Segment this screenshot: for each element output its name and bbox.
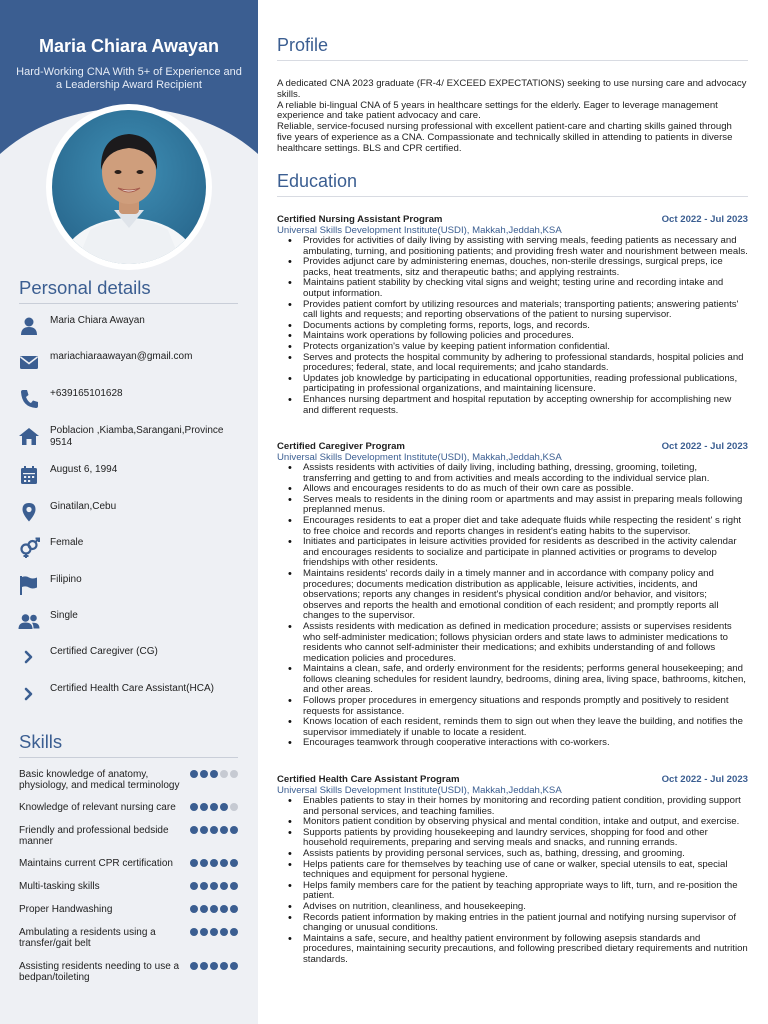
profile-paragraph: Reliable, service-focused nursing professional with excellent patient-care and charting skills gained through five years of experience as a CNA. Compassionate and technically skilled in attending to patients in diverse healthcare settings. BLS and CPR certified.	[277, 121, 733, 154]
rating-dot-filled	[220, 859, 228, 867]
rating-dot-filled	[210, 962, 218, 970]
personal-details-heading: Personal details	[19, 277, 151, 298]
personal-gender-row	[0, 537, 258, 573]
certification-label: Certified Caregiver (CG)	[50, 646, 158, 657]
duty-item: • Helps family members care for the patient by teaching appropriate ways to lift, turn, and re-position the patient.	[277, 881, 748, 902]
education-entry	[277, 214, 748, 416]
candidate-name: Maria Chiara Awayan	[38, 36, 220, 56]
rating-dot-empty	[230, 803, 238, 811]
divider	[277, 60, 748, 61]
profile-summary	[277, 79, 748, 155]
skill-rating	[190, 905, 238, 913]
rating-dot-filled	[220, 826, 228, 834]
duty-item: • Maintains a safe, secure, and healthy patient environment by following asepsis standards and procedures, maintaining security precautions, and following prescribed dietary requirements and nutrition standards.	[277, 934, 748, 966]
rating-dot-filled	[200, 905, 208, 913]
skill-label: Friendly and professional bedside manner	[19, 825, 169, 847]
skill-label: Assisting residents needing to use a bedpan/toileting	[19, 961, 180, 983]
duties-list	[277, 463, 748, 749]
rating-dot-filled	[190, 928, 198, 936]
education-entry	[277, 774, 748, 966]
rating-dot-filled	[210, 803, 218, 811]
duty-item: • Serves and protects the hospital community by adhering to professional standards, hospital policies and procedures; federal, state, and local requirements; and jcaho standards.	[277, 353, 748, 374]
duty-item: • Maintains patient stability by checking vital signs and weight; testing urine and recording intake and output information.	[277, 278, 748, 299]
rating-dot-filled	[220, 882, 228, 890]
duty-item: • Allows and encourages residents to do as much of their own care as possible.	[277, 484, 748, 495]
rating-dot-filled	[220, 905, 228, 913]
duty-item: • Updates job knowledge by participating in educational opportunities, reading professional publications, participating in professional organizations, and maintaining licensure.	[277, 374, 748, 395]
program-dates: Oct 2022 - Jul 2023	[661, 214, 748, 225]
person-icon	[18, 315, 40, 337]
rating-dot-filled	[190, 803, 198, 811]
education-entry	[277, 441, 748, 749]
personal-name-row	[0, 315, 258, 351]
rating-dot-filled	[200, 928, 208, 936]
program-title: Certified Caregiver Program	[277, 441, 405, 452]
rating-dot-filled	[200, 803, 208, 811]
skill-label: Ambulating a residents using a transfer/gait belt	[19, 927, 156, 949]
flag-icon	[18, 574, 40, 596]
rating-dot-filled	[190, 882, 198, 890]
personal-email[interactable]: mariachiaraawayan@gmail.com	[50, 351, 193, 362]
duties-list	[277, 796, 748, 966]
profile-paragraph: A reliable bi-lingual CNA of 5 years in healthcare settings for the elderly. Eager to leverage management experience and take patient advocacy and care.	[277, 99, 718, 122]
rating-dot-filled	[220, 928, 228, 936]
rating-dot-filled	[200, 882, 208, 890]
rating-dot-filled	[220, 962, 228, 970]
duty-item: • Initiates and participates in leisure activities provided for residents as described in the activity calendar and encourages residents to socialize and participate in planned activities or programs to develop friendships with other residents.	[277, 537, 748, 569]
personal-phone[interactable]: +639165101628	[50, 388, 123, 399]
duty-item: • Supports patients by providing housekeeping and laundry services, shopping for food and other household requirements, preparing and serving meals and snacks, and running errands.	[277, 828, 748, 849]
profile-photo	[52, 110, 206, 264]
rating-dot-filled	[230, 859, 238, 867]
duty-item: • Monitors patient condition by observing physical and mental condition, intake and output, and exercise.	[277, 817, 748, 828]
personal-gender: Female	[50, 537, 84, 548]
rating-dot-filled	[200, 859, 208, 867]
personal-address: Poblacion ,Kiamba,Sarangani,Province 9514	[50, 425, 224, 448]
personal-birthdate: August 6, 1994	[50, 464, 118, 475]
people-icon	[18, 610, 40, 632]
candidate-tagline: Hard-Working CNA With 5+ of Experience and a Leadership Award Recipient	[16, 66, 242, 91]
personal-nationality: Filipino	[50, 574, 82, 585]
certification-row	[0, 646, 258, 682]
institution-name: Universal Skills Development Institute(USDI), Makkah,Jeddah,KSA	[277, 225, 562, 236]
rating-dot-filled	[190, 859, 198, 867]
gender-icon	[18, 537, 40, 559]
rating-dot-filled	[210, 859, 218, 867]
duty-item: • Helps patients care for themselves by teaching use of cane or walker, special utensils to eat, special techniques and equipment for personal hygiene.	[277, 860, 748, 881]
personal-civil-status-row	[0, 610, 258, 646]
duty-item: • Provides adjunct care by administering enemas, douches, non-sterile dressings, surgical preps, ice packs, heat treatments, sitz and therapeutic baths; and applying restraints.	[277, 257, 748, 278]
rating-dot-filled	[210, 928, 218, 936]
skill-rating	[190, 882, 238, 890]
skill-rating	[190, 859, 238, 867]
rating-dot-filled	[200, 770, 208, 778]
duty-item: • Encourages teamwork through cooperative interactions with co-workers.	[277, 738, 748, 749]
mail-icon	[18, 351, 40, 373]
duty-item: • Provides for activities of daily living by assisting with serving meals, feeding patients as necessary and ambulating, turning, and positioning patients; and providing fresh water and nourishment between meals.	[277, 236, 748, 257]
duty-item: • Protects organization's value by keeping patient information confidential.	[277, 342, 748, 353]
duty-item: • Records patient information by making entries in the patient journal and notifying nursing supervisor of changing or unusual conditions.	[277, 913, 748, 934]
sidebar	[0, 0, 258, 1024]
divider	[19, 757, 238, 758]
calendar-icon	[18, 464, 40, 486]
rating-dot-filled	[190, 826, 198, 834]
personal-civil-status: Single	[50, 610, 78, 621]
personal-phone-row[interactable]	[0, 388, 258, 424]
skill-rating	[190, 803, 238, 811]
duty-item: • Enables patients to stay in their homes by monitoring and recording patient condition, providing support and personal services, and teaching families.	[277, 796, 748, 817]
skill-rating	[190, 826, 238, 834]
skill-label: Multi-tasking skills	[19, 881, 100, 892]
duty-item: • Encourages residents to eat a proper diet and take adequate fluids while respecting the resident' s right to free choice and records and reports changes in resident's eating habits to the supervisor.	[277, 516, 748, 537]
divider	[277, 196, 748, 197]
duty-item: • Advises on nutrition, cleanliness, and housekeeping.	[277, 902, 748, 913]
program-dates: Oct 2022 - Jul 2023	[661, 441, 748, 452]
rating-dot-filled	[230, 928, 238, 936]
rating-dot-filled	[190, 962, 198, 970]
home-icon	[18, 425, 40, 447]
institution-name: Universal Skills Development Institute(USDI), Makkah,Jeddah,KSA	[277, 452, 562, 463]
profile-paragraph: A dedicated CNA 2023 graduate (FR-4/ EXCEED EXPECTATIONS) seeking to use nursing care and advocacy skills.	[277, 78, 747, 100]
duty-item: • Documents actions by completing forms, reports, logs, and records.	[277, 321, 748, 332]
duty-item: • Assists patients by providing personal services, such as, bathing, dressing, and grooming.	[277, 849, 748, 860]
rating-dot-filled	[210, 905, 218, 913]
rating-dot-filled	[230, 826, 238, 834]
location-pin-icon	[18, 501, 40, 523]
personal-birthplace-row	[0, 501, 258, 537]
duty-item: • Provides patient comfort by utilizing resources and materials; transporting patients; answering patients' call lights and requests; and reporting observations of the patient to nursing supervisor.	[277, 300, 748, 321]
personal-address-row	[0, 425, 258, 461]
rating-dot-filled	[230, 882, 238, 890]
rating-dot-filled	[200, 962, 208, 970]
certification-row	[0, 683, 258, 719]
personal-name: Maria Chiara Awayan	[50, 315, 145, 326]
divider	[19, 303, 238, 304]
rating-dot-filled	[200, 826, 208, 834]
skill-label: Basic knowledge of anatomy, physiology, and medical terminology	[19, 769, 180, 791]
rating-dot-filled	[220, 803, 228, 811]
duties-list	[277, 236, 748, 416]
skill-label: Proper Handwashing	[19, 904, 113, 915]
program-title: Certified Health Care Assistant Program	[277, 774, 460, 785]
duty-item: • Enhances nursing department and hospital reputation by accepting ownership for accomplishing new and different requests.	[277, 395, 748, 416]
rating-dot-filled	[190, 905, 198, 913]
skill-label: Maintains current CPR certification	[19, 858, 173, 869]
rating-dot-empty	[220, 770, 228, 778]
personal-email-row[interactable]	[0, 351, 258, 387]
education-heading: Education	[277, 171, 358, 191]
skill-rating	[190, 962, 238, 970]
rating-dot-filled	[210, 826, 218, 834]
rating-dot-filled	[190, 770, 198, 778]
skill-label: Knowledge of relevant nursing care	[19, 802, 176, 813]
personal-birthplace: Ginatilan,Cebu	[50, 501, 117, 512]
duty-item: • Maintains work operations by following policies and procedures.	[277, 331, 748, 342]
institution-name: Universal Skills Development Institute(USDI), Makkah,Jeddah,KSA	[277, 785, 562, 796]
certification-label: Certified Health Care Assistant(HCA)	[50, 683, 214, 694]
program-dates: Oct 2022 - Jul 2023	[661, 774, 748, 785]
rating-dot-filled	[210, 770, 218, 778]
duty-item: • Assists residents with medication as defined in medication procedure; assists or supervises residents who self-administer medication; follows physician orders and state laws to administer medications to residents who cannot self-administer their medications; and exhibits understanding of and follows medication policies and procedures.	[277, 622, 748, 664]
profile-heading: Profile	[277, 35, 329, 55]
skill-rating	[190, 770, 238, 778]
rating-dot-filled	[230, 905, 238, 913]
chevron-right-icon	[18, 646, 40, 668]
duty-item: • Serves meals to residents in the dining room or apartments and may assist in preparing meals following preplanned menus.	[277, 495, 748, 516]
rating-dot-filled	[210, 882, 218, 890]
rating-dot-filled	[230, 962, 238, 970]
phone-icon	[18, 388, 40, 410]
personal-birthdate-row	[0, 464, 258, 500]
personal-nationality-row	[0, 574, 258, 610]
skills-heading: Skills	[19, 731, 63, 752]
skill-rating	[190, 928, 238, 936]
program-title: Certified Nursing Assistant Program	[277, 214, 443, 225]
duty-item: • Maintains residents' records daily in a timely manner and in accordance with company policy and procedures; documents medication distribution as applicable, leisure activities, incidents, and observations; reports any changes in resident's physical condition and/or behavior, and visitors; observes and reports the health and emotional condition of each resident; and promptly reports all changes to the supervisor.	[277, 569, 748, 622]
chevron-right-icon	[18, 683, 40, 705]
duty-item: • Follows proper procedures in emergency situations and responds promptly and positively to resident requests for assistance.	[277, 696, 748, 717]
rating-dot-empty	[230, 770, 238, 778]
duty-item: • Knows location of each resident, reminds them to sign out when they leave the building, and notifies the supervisor immediately if unable to locate a resident.	[277, 717, 748, 738]
duty-item: • Maintains a clean, safe, and orderly environment for the residents; performs general housekeeping; and follows cleaning schedules for resident laundry, bedrooms, dining area, living space, bathrooms, kitchen, and other areas.	[277, 664, 748, 696]
duty-item: • Assists residents with activities of daily living, including bathing, dressing, grooming, toileting, transferring and getting to and from activities and meals according to the individual service plan.	[277, 463, 748, 484]
